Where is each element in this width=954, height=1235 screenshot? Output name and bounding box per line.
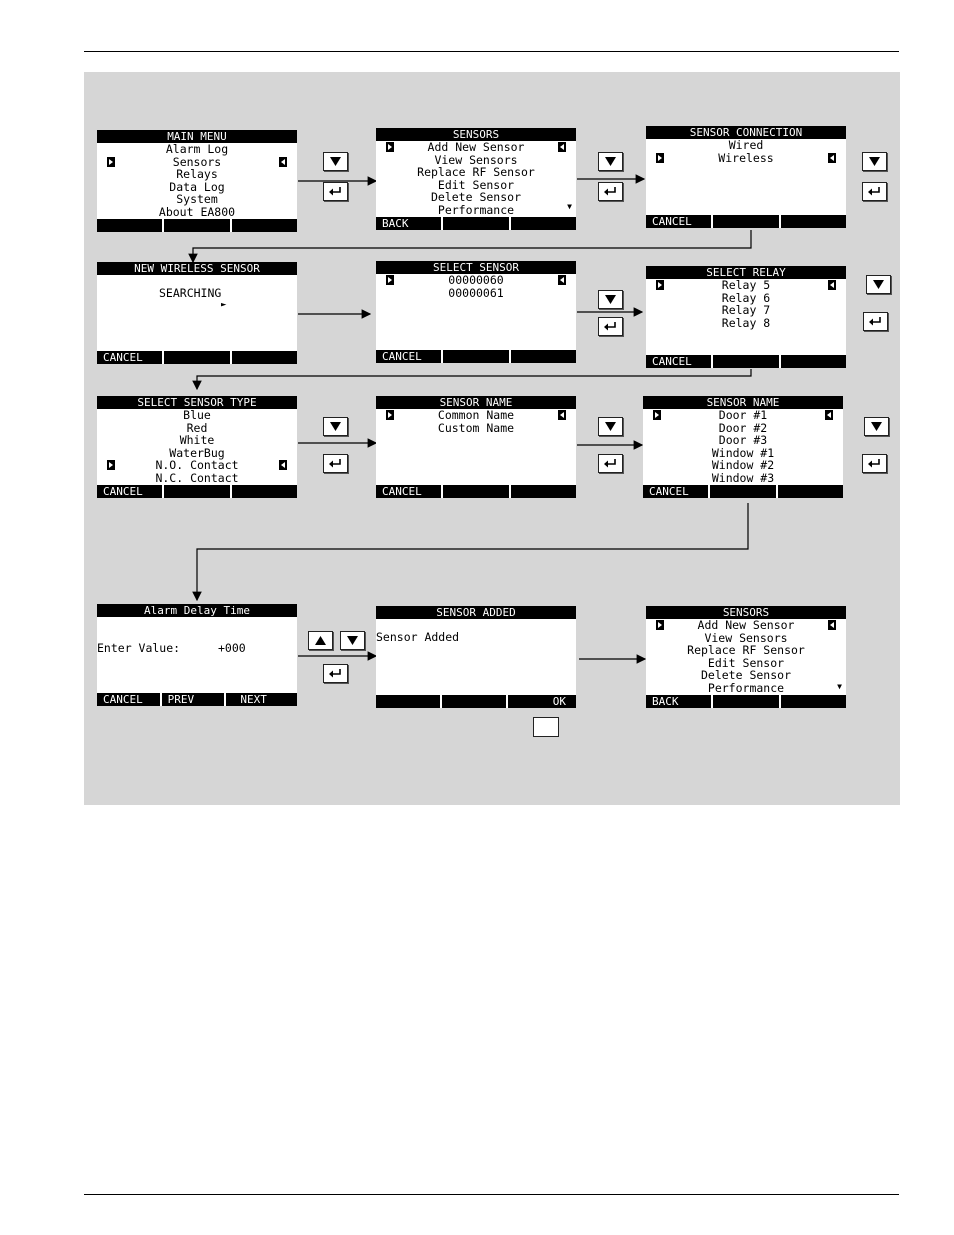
menu-item: Window #1	[711, 445, 775, 460]
selection-cursor-icon	[386, 142, 394, 152]
menu-item: Relay 8	[721, 315, 771, 330]
softkey-bar: CANCEL	[646, 355, 846, 368]
select-relay-screen	[646, 266, 846, 368]
menu-item: 00000061	[448, 285, 504, 300]
enter-key-icon	[598, 317, 623, 336]
scroll-down-icon: ▼	[837, 682, 842, 691]
menu-item: Performance	[707, 680, 785, 695]
softkey-bar: CANCEL	[646, 215, 846, 228]
menu-item: Edit Sensor	[707, 655, 785, 670]
softkey-bar: BACK	[646, 695, 846, 708]
softkey-bar: OK	[376, 695, 576, 708]
selection-cursor-icon	[558, 275, 566, 285]
selection-cursor-icon	[656, 280, 664, 290]
menu-item: Alarm Log	[165, 142, 229, 156]
softkey-bar: CANCEL	[643, 485, 843, 498]
menu-item: Relay 7	[721, 303, 771, 318]
selection-cursor-icon	[828, 280, 836, 290]
down-arrow-key-icon	[862, 152, 887, 171]
searching-status: SEARCHING	[159, 286, 222, 300]
menu-item-selected: Sensors	[97, 156, 297, 169]
softkey-bar: CANCEL	[97, 351, 297, 364]
screen-title: SENSORS	[646, 606, 846, 619]
menu-item: White	[179, 433, 215, 448]
selection-cursor-icon	[107, 157, 115, 167]
menu-item: Window #2	[711, 458, 775, 473]
alarm-delay-time-screen	[97, 604, 297, 706]
enter-key-icon	[323, 664, 348, 683]
screen-title: MAIN MENU	[97, 130, 297, 143]
menu-item: WaterBug	[169, 445, 225, 460]
screen-title: SENSOR NAME	[376, 396, 576, 409]
screen-title: SELECT SENSOR	[376, 261, 576, 274]
menu-item: Blue	[183, 408, 211, 422]
sensor-added-screen	[376, 606, 576, 708]
down-arrow-key-icon	[598, 152, 623, 171]
arrow-connection-to-wireless	[193, 230, 751, 262]
softkey-bar: CANCEL	[97, 485, 297, 498]
menu-item: N.C. Contact	[155, 470, 239, 485]
sensor-name-list-screen	[643, 396, 843, 498]
enter-key-icon	[323, 454, 348, 473]
menu-item: Replace RF Sensor	[417, 165, 535, 180]
selection-cursor-icon	[828, 153, 836, 163]
selection-cursor-icon	[279, 157, 287, 167]
delay-value: +000	[218, 641, 246, 655]
menu-item: View Sensors	[434, 152, 518, 167]
menu-item-selected: 00000060	[376, 274, 576, 287]
menu-item: Performance	[437, 202, 515, 217]
selection-cursor-icon	[656, 620, 664, 630]
menu-item: Window #3	[711, 470, 775, 485]
sensor-connection-screen	[646, 126, 846, 228]
menu-item: Red	[186, 420, 208, 435]
down-arrow-key-icon	[866, 275, 891, 294]
menu-item: Delete Sensor	[430, 190, 521, 205]
menu-item: Edit Sensor	[437, 177, 515, 192]
menu-item: About EA800	[158, 204, 236, 219]
softkey-bar: CANCEL	[376, 485, 576, 498]
menu-item-selected: Wireless	[646, 152, 846, 165]
screen-title: SENSORS	[376, 128, 576, 141]
selection-cursor-icon	[653, 410, 661, 420]
menu-item-selected: Door #1	[643, 409, 843, 422]
down-arrow-key-icon	[598, 417, 623, 436]
selection-cursor-icon	[386, 410, 394, 420]
menu-item: Relay 6	[721, 290, 771, 305]
selection-cursor-icon	[558, 142, 566, 152]
screen-title: Alarm Delay Time	[97, 604, 297, 617]
menu-item: Wired	[728, 138, 764, 152]
main-menu-screen	[97, 130, 297, 232]
menu-item-selected: N.O. Contact	[97, 459, 297, 472]
progress-indicator-icon: ►	[221, 300, 227, 310]
enter-key-icon	[863, 312, 888, 331]
sensor-name-screen	[376, 396, 576, 498]
softkey-bar	[97, 219, 297, 232]
menu-item: Door #3	[718, 433, 768, 448]
menu-item-selected: Add New Sensor	[646, 619, 846, 632]
screen-title: SENSOR NAME	[643, 396, 843, 409]
menu-item: Delete Sensor	[700, 668, 791, 683]
softkey-bar: BACK	[376, 217, 576, 230]
down-arrow-key-icon	[323, 152, 348, 171]
menu-item: System	[176, 192, 218, 207]
menu-item-selected: Relay 5	[646, 279, 846, 292]
menu-item: Data Log	[169, 179, 225, 194]
enter-value-label: Enter Value:	[97, 641, 181, 655]
down-arrow-key-icon	[598, 290, 623, 309]
softkey-bar: CANCEL PREV NEXT	[97, 693, 297, 706]
menu-item: Custom Name	[437, 420, 515, 435]
selection-cursor-icon	[279, 460, 287, 470]
screen-title: SENSOR CONNECTION	[646, 126, 846, 139]
selection-cursor-icon	[828, 620, 836, 630]
softkey-button-icon	[533, 717, 559, 737]
down-arrow-key-icon	[323, 417, 348, 436]
selection-cursor-icon	[825, 410, 833, 420]
enter-key-icon	[598, 182, 623, 201]
softkey-bar: CANCEL	[376, 350, 576, 363]
menu-item: Door #2	[718, 420, 768, 435]
select-sensor-screen	[376, 261, 576, 363]
sensors-return-screen	[646, 606, 846, 708]
enter-key-icon	[862, 182, 887, 201]
arrow-name2-to-delay	[197, 503, 748, 600]
down-arrow-key-icon	[864, 417, 889, 436]
enter-key-icon	[598, 454, 623, 473]
selection-cursor-icon	[386, 275, 394, 285]
select-sensor-type-screen	[97, 396, 297, 498]
enter-key-icon	[323, 182, 348, 201]
selection-cursor-icon	[558, 410, 566, 420]
screen-title: SENSOR ADDED	[376, 606, 576, 619]
menu-item-selected: Common Name	[376, 409, 576, 422]
menu-item-selected: Add New Sensor	[376, 141, 576, 154]
new-wireless-sensor-screen	[97, 262, 297, 364]
menu-item: View Sensors	[704, 630, 788, 645]
selection-cursor-icon	[107, 460, 115, 470]
screen-title: SELECT SENSOR TYPE	[97, 396, 297, 409]
selection-cursor-icon	[656, 153, 664, 163]
up-arrow-key-icon	[308, 631, 333, 650]
enter-key-icon	[862, 454, 887, 473]
screen-title: NEW WIRELESS SENSOR	[97, 262, 297, 275]
sensors-screen	[376, 128, 576, 230]
menu-item: Relays	[176, 167, 218, 182]
confirmation-message: Sensor Added	[376, 630, 460, 644]
arrow-relay-to-type	[197, 369, 751, 389]
menu-item: Replace RF Sensor	[687, 643, 805, 658]
down-arrow-key-icon	[340, 631, 365, 650]
scroll-down-icon: ▼	[567, 202, 572, 211]
screen-title: SELECT RELAY	[646, 266, 846, 279]
